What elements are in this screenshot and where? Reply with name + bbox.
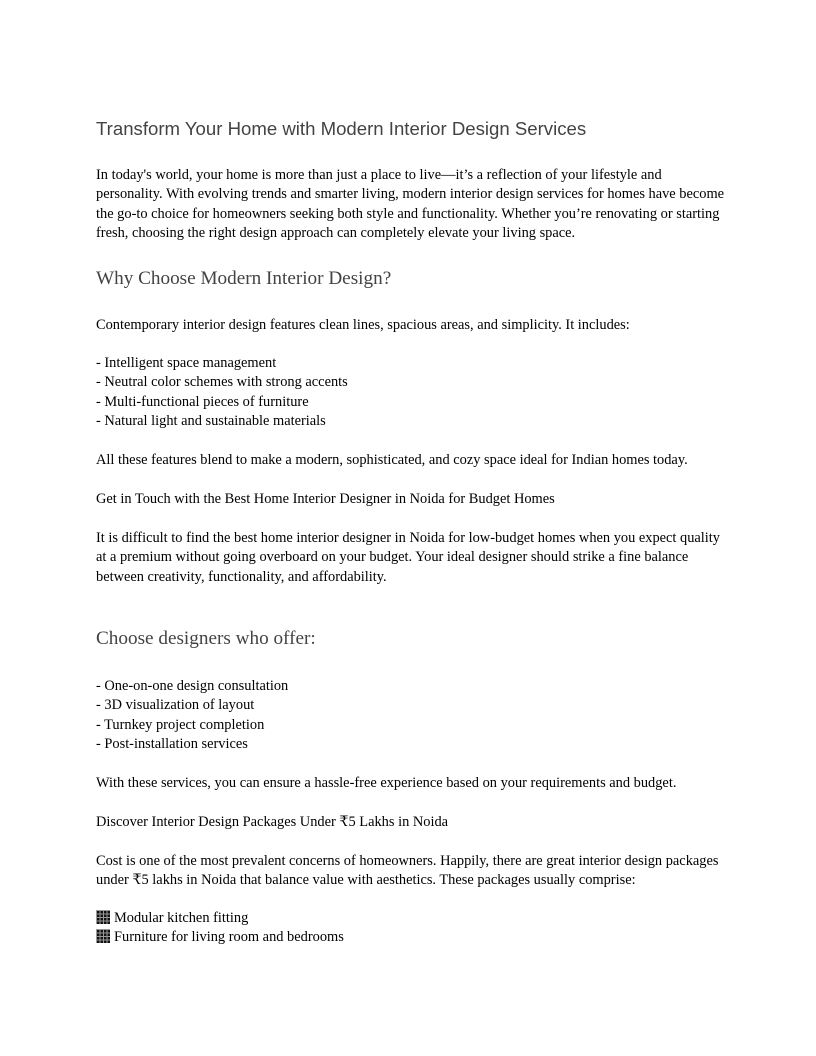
list-item: - Intelligent space management bbox=[96, 355, 277, 371]
list-item: - Post-installation services bbox=[96, 736, 248, 753]
packages-paragraph: Cost is one of the most prevalent concerns of homeowners. Happily, there are great interior design packages under ₹5 lakhs in Noida that balance value with aesthetics. These packages usually comprise: bbox=[96, 853, 719, 889]
page-title: Transform Your Home with Modern Interior Design Services bbox=[96, 118, 587, 139]
list-item bbox=[96, 928, 344, 947]
grid-square-icon bbox=[96, 929, 110, 943]
list-item: - Turnkey project completion bbox=[96, 716, 265, 733]
packages-subheading: Discover Interior Design Packages Under ₹5 Lakhs in Noida bbox=[96, 814, 449, 830]
grid-square-icon bbox=[96, 910, 110, 924]
list-item bbox=[96, 909, 344, 928]
list-item: - Natural light and sustainable materials bbox=[96, 413, 326, 430]
list-item: - Multi-functional pieces of furniture bbox=[96, 393, 309, 410]
services-list bbox=[96, 677, 288, 755]
packages-list bbox=[96, 909, 344, 948]
designer-subheading: Get in Touch with the Best Home Interior Designer in Noida for Budget Homes bbox=[96, 491, 555, 507]
designer-paragraph: It is difficult to find the best home interior designer in Noida for low-budget homes when you expect quality at a premium without going overboard on your budget. Your ideal designer should strike a fine balance between creativity, functionality, and affordability. bbox=[96, 530, 720, 585]
list-item: - One-on-one design consultation bbox=[96, 678, 289, 694]
package-item-label: Modular kitchen fitting bbox=[114, 910, 249, 926]
list-item: - 3D visualization of layout bbox=[96, 697, 255, 714]
section-lead-paragraph: Contemporary interior design features clean lines, spacious areas, and simplicity. It includes: bbox=[96, 317, 630, 333]
intro-paragraph: In today's world, your home is more than just a place to live—it’s a reflection of your lifestyle and personality. With evolving trends and smarter living, modern interior design services for homes have become the go-to choice for homeowners seeking both style and functionality. Whether you’re renovating or starting fresh, choosing the right design approach can completely elevate your living space. bbox=[96, 167, 725, 242]
services-summary-paragraph: With these services, you can ensure a hassle-free experience based on your requirements and budget. bbox=[96, 775, 677, 791]
section-heading-choose-designers: Choose designers who offer: bbox=[96, 628, 316, 649]
features-summary-paragraph: All these features blend to make a modern, sophisticated, and cozy space ideal for Indian homes today. bbox=[96, 452, 688, 468]
package-item-label: Furniture for living room and bedrooms bbox=[114, 929, 344, 946]
list-item: - Neutral color schemes with strong accents bbox=[96, 374, 348, 391]
section-heading-why-modern: Why Choose Modern Interior Design? bbox=[96, 268, 392, 289]
features-list bbox=[96, 354, 348, 432]
